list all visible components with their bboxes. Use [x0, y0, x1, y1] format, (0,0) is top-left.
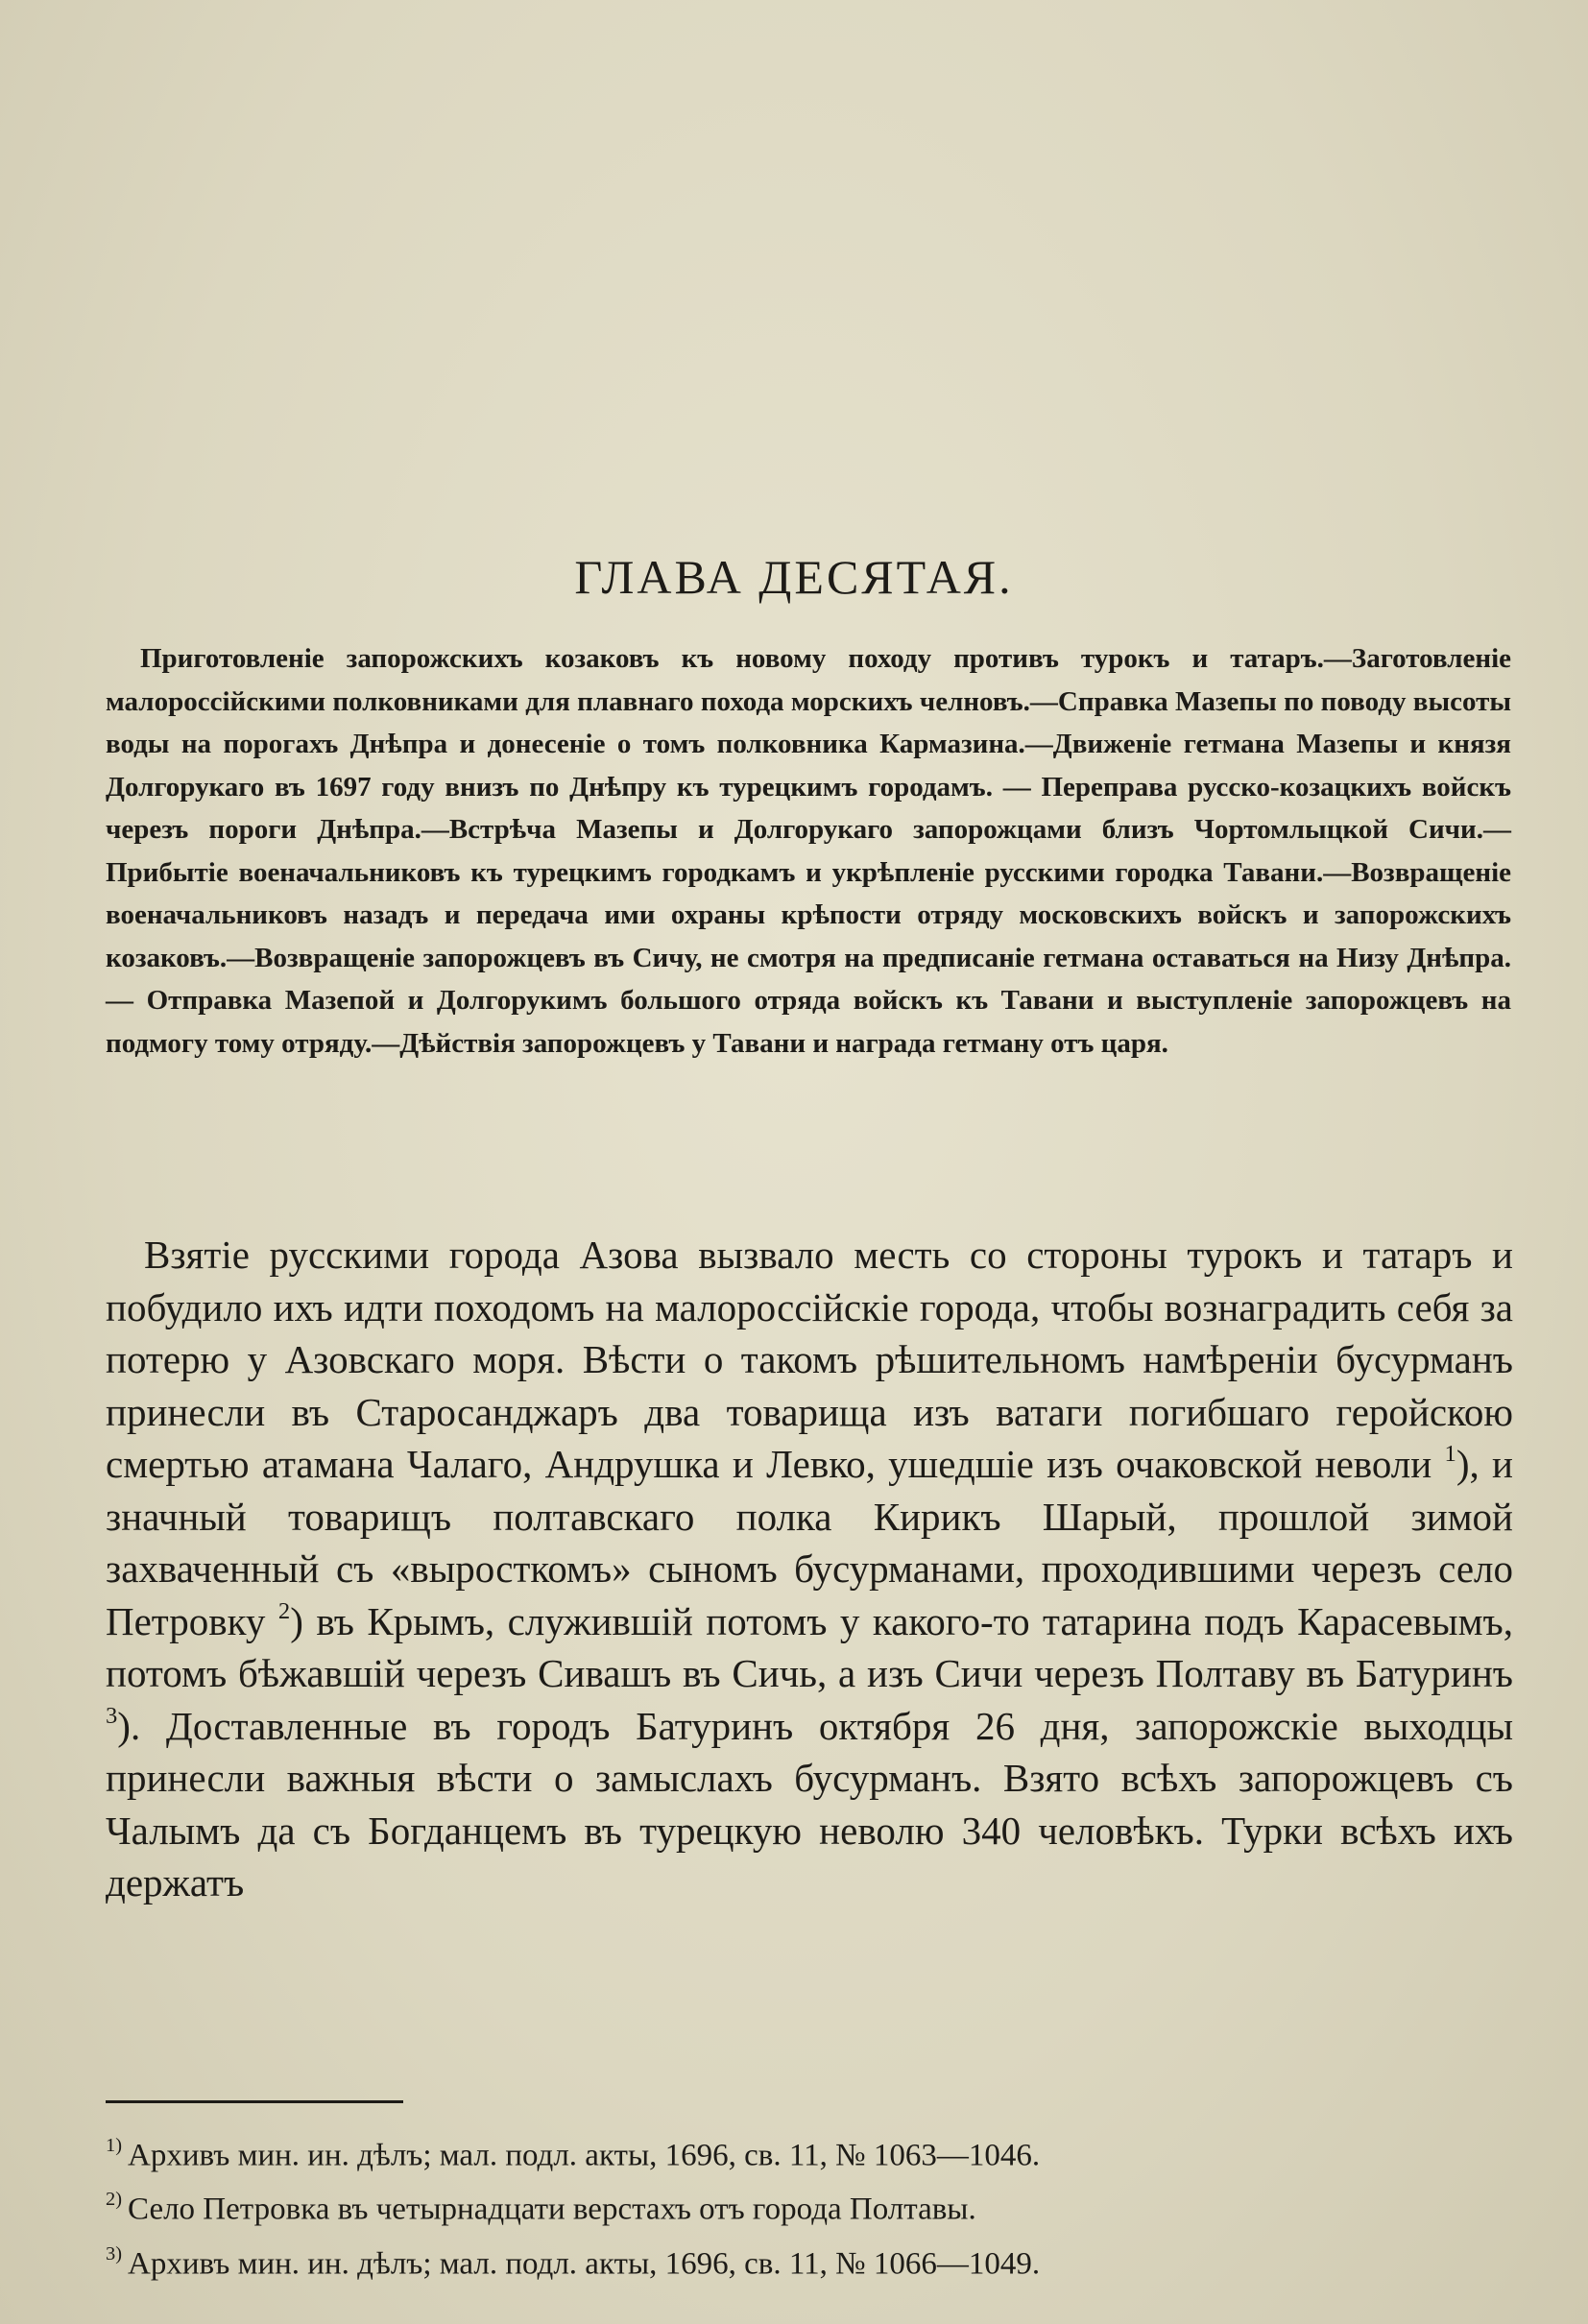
footnote-2 — [106, 2177, 1527, 2231]
footnote-mark-1: 1) — [106, 2135, 123, 2156]
footnote-text-1: Архивъ мин. ин. дѣлъ; мал. подл. акты, 1696, св. 11, № 1063—1046. — [128, 2138, 1041, 2173]
body-text-part-2: ), и значный товарищъ полтавскаго полка Кирикъ Шарый, прошлой зимой захваченный съ «выросткомъ» сыномъ бусурманами, проходившими черезъ село Петровку — [106, 1442, 1513, 1643]
body-text-part-1: Взятіе русскими города Азова вызвало месть со стороны турокъ и татаръ и побудило ихъ идти походомъ на малороссійскіе города, чтобы вознаградить себя за потерю у Азовскаго моря. Вѣсти о такомъ рѣшительномъ намѣреніи бусурманъ принесли въ Старосанджаръ два товарища изъ ватаги погибшаго геройскою смертью атамана Чалаго, Андрушка и Левко, ушедшіе изъ очаковской неволи — [106, 1233, 1513, 1486]
body-text-part-3: ) въ Крымъ, служившій потомъ у какого-то татарина подъ Карасевымъ, потомъ бѣжавшій черезъ Сивашъ въ Сичь, а изъ Сичи черезъ Полтаву въ Батуринъ — [106, 1598, 1513, 1695]
footnote-mark-2: 2) — [106, 2189, 123, 2211]
chapter-title: ГЛАВА ДЕСЯТАЯ. — [574, 550, 1014, 604]
footnote-3 — [106, 2232, 1527, 2286]
footnote-divider — [106, 2100, 403, 2103]
footnote-1 — [106, 2123, 1527, 2177]
chapter-summary: Приготовленіе запорожскихъ козаковъ къ новому походу противъ турокъ и татаръ.—Заготовленіе малороссійскими полковниками для плавнаго похода морскихъ челновъ.—Справка Мазепы по поводу высоты воды на порогахъ Днѣпра и донесеніе о томъ полковника Кармазина.—Движеніе гетмана Мазепы и князя Долгорукаго въ 1697 году внизъ по Днѣпру къ турецкимъ городамъ. — Переправа русско-козацкихъ войскъ черезъ пороги Днѣпра.—Встрѣча Мазепы и Долгорукаго запорожцами близъ Чортомлыцкой Сичи.—Прибытіе военачальниковъ къ турецкимъ городкамъ и укрѣпленіе русскими городка Тавани.—Возвращеніе военачальниковъ назадъ и передача ими охраны крѣпости отряду московскихъ войскъ и запорожскихъ козаковъ.—Возвращеніе запорожцевъ въ Сичу, не смотря на предписаніе гетмана оставаться на Низу Днѣпра. — Отправка Мазепой и Долгорукимъ большого отряда войскъ къ Тавани и выступленіе запорожцевъ на подмогу тому отряду.—Дѣйствія запорожцевъ у Тавани и награда гетману отъ царя. — [106, 643, 1511, 1059]
footnote-ref-1: 1 — [1444, 1440, 1456, 1467]
footnote-ref-2: 2 — [277, 1597, 291, 1624]
footnote-text-3: Архивъ мин. ин. дѣлъ; мал. подл. акты, 1696, св. 11, № 1066—1049. — [128, 2245, 1041, 2281]
body-text-part-4: ). Доставленные въ городъ Батуринъ октября 26 дня, запорожскіе выходцы принесли важныя вѣсти о замыслахъ бусурманъ. Взято всѣхъ запорожцевъ съ Чалымъ да съ Богданцемъ въ турецкую неволю 340 человѣкъ. Турки всѣхъ ихъ держатъ — [106, 1703, 1513, 1905]
footnote-ref-3: 3 — [106, 1702, 118, 1729]
footnote-mark-3: 3) — [106, 2242, 123, 2264]
body-paragraph — [106, 1229, 1513, 1909]
footnote-text-2: Село Петровка въ четырнадцати верстахъ отъ города Полтавы. — [128, 2192, 976, 2227]
footnotes — [106, 2123, 1527, 2286]
